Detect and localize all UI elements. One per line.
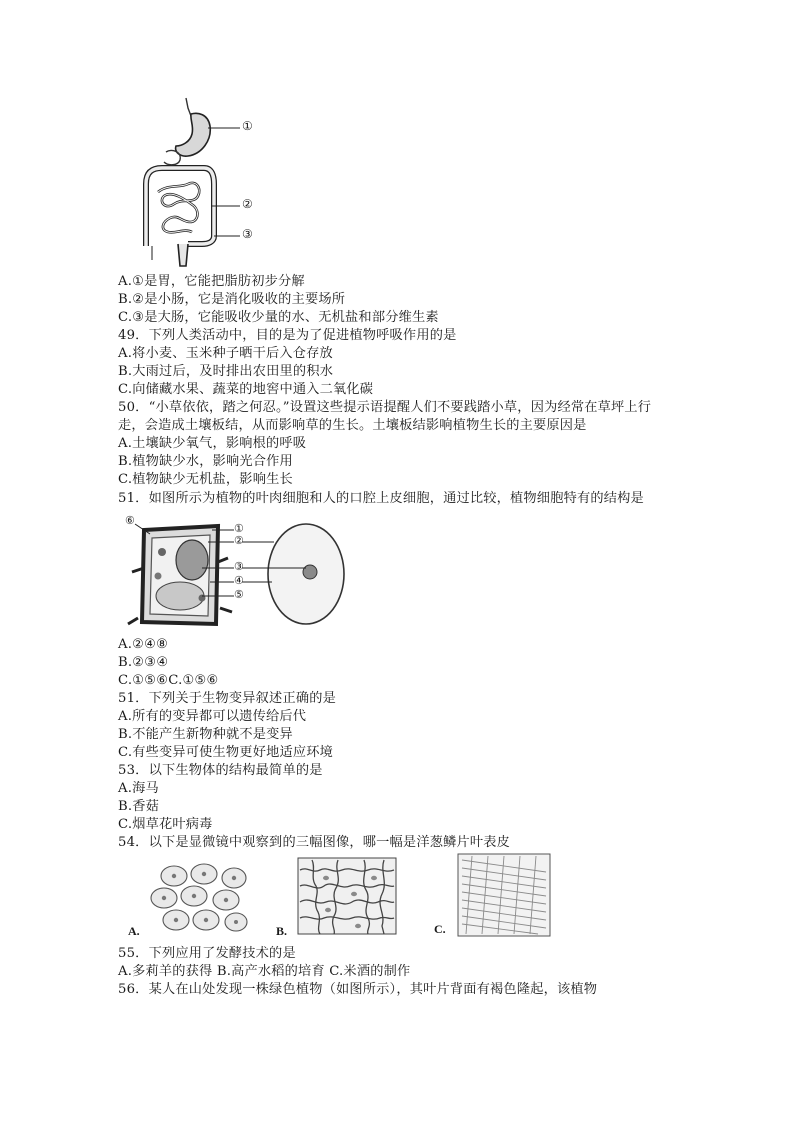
q51a-stem: 51．如图所示为植物的叶肉细胞和人的口腔上皮细胞，通过比较，植物细胞特有的结构是 xyxy=(118,491,644,506)
micrograph-b-figure xyxy=(272,856,422,940)
q49-option-a: A.将小麦、玉米种子晒干后入仓存放 xyxy=(118,346,333,361)
q53-option-b: B.香菇 xyxy=(118,799,160,814)
q51a-option-b: B.②③④ xyxy=(118,655,169,670)
q49-option-b: B.大雨过后，及时排出农田里的积水 xyxy=(118,364,334,379)
q48-option-a: A.①是胃，它能把脂肪初步分解 xyxy=(118,274,305,289)
q50-stem-line-1: 50．“小草依依，踏之何忍。”设置这些提示语提醒人们不要践踏小草，因为经常在草坪上行 xyxy=(118,400,652,415)
cell-callout-4: ④ xyxy=(234,574,244,587)
q53-option-a: A.海马 xyxy=(118,781,159,796)
q54-stem: 54．以下是显微镜中观察到的三幅图像，哪一幅是洋葱鳞片叶表皮 xyxy=(118,835,511,850)
q56-stem: 56．某人在山处发现一株绿色植物（如图所示），其叶片背面有褐色隆起，该植物 xyxy=(118,982,598,997)
q51b-option-a: A.所有的变异都可以遗传给后代 xyxy=(118,709,307,724)
animal-cell-icon xyxy=(268,524,344,624)
q50-option-b: B.植物缺少水，影响光合作用 xyxy=(118,454,293,469)
cell-callout-5: ⑤ xyxy=(234,588,244,601)
q51a-option-a: A.②④⑧ xyxy=(118,637,169,652)
q51b-stem: 51．下列关于生物变异叙述正确的是 xyxy=(118,691,336,706)
micrograph-c-label: C. xyxy=(434,922,446,936)
cell-callout-3: ③ xyxy=(234,560,244,573)
q51b-option-b: B.不能产生新物种就不是变异 xyxy=(118,727,293,742)
q48-option-c: C.③是大肠，它能吸收少量的水、无机盐和部分维生素 xyxy=(118,310,439,325)
callout-2: ② xyxy=(242,197,253,211)
plant-cell-icon xyxy=(128,526,232,624)
callout-3: ③ xyxy=(242,227,253,241)
q50-stem-line-2: 走，会造成土壤板结，从而影响草的生长。土壤板结影响植物生长的主要原因是 xyxy=(118,418,587,433)
q51b-option-c: C.有些变异可使生物更好地适应环境 xyxy=(118,745,334,760)
micrograph-c-icon xyxy=(432,852,554,942)
digestive-system-icon xyxy=(128,96,278,272)
callout-1: ① xyxy=(242,119,253,133)
cell-comparison-figure xyxy=(122,512,362,636)
micrograph-a-label: A. xyxy=(128,924,140,938)
q55-options: A.多莉羊的获得 B.高产水稻的培育 C.米酒的制作 xyxy=(118,964,411,979)
q50-option-a: A.土壤缺少氧气，影响根的呼吸 xyxy=(118,436,307,451)
q51a-option-c: C.①⑤⑥C.①⑤⑥ xyxy=(118,673,219,688)
q50-option-c: C.植物缺少无机盐，影响生长 xyxy=(118,472,293,487)
q53-stem: 53．以下生物体的结构最简单的是 xyxy=(118,763,323,778)
digestive-system-figure xyxy=(128,96,278,272)
q49-option-c: C.向储藏水果、蔬菜的地窖中通入二氧化碳 xyxy=(118,382,374,397)
micrograph-b-icon xyxy=(272,856,422,940)
micrograph-a-figure xyxy=(118,854,268,940)
micrograph-c-figure xyxy=(432,852,554,942)
cell-callout-2: ② xyxy=(234,534,244,547)
micrograph-b-label: B. xyxy=(276,924,288,938)
cell-callout-6: ⑥ xyxy=(125,514,135,527)
q49-stem: 49．下列人类活动中，目的是为了促进植物呼吸作用的是 xyxy=(118,328,457,343)
micrograph-a-icon xyxy=(118,854,268,940)
q53-option-c: C.烟草花叶病毒 xyxy=(118,817,213,832)
q55-stem: 55．下列应用了发酵技术的是 xyxy=(118,946,296,961)
cell-callout-1: ① xyxy=(234,522,244,535)
q48-option-b: B.②是小肠，它是消化吸收的主要场所 xyxy=(118,292,346,307)
